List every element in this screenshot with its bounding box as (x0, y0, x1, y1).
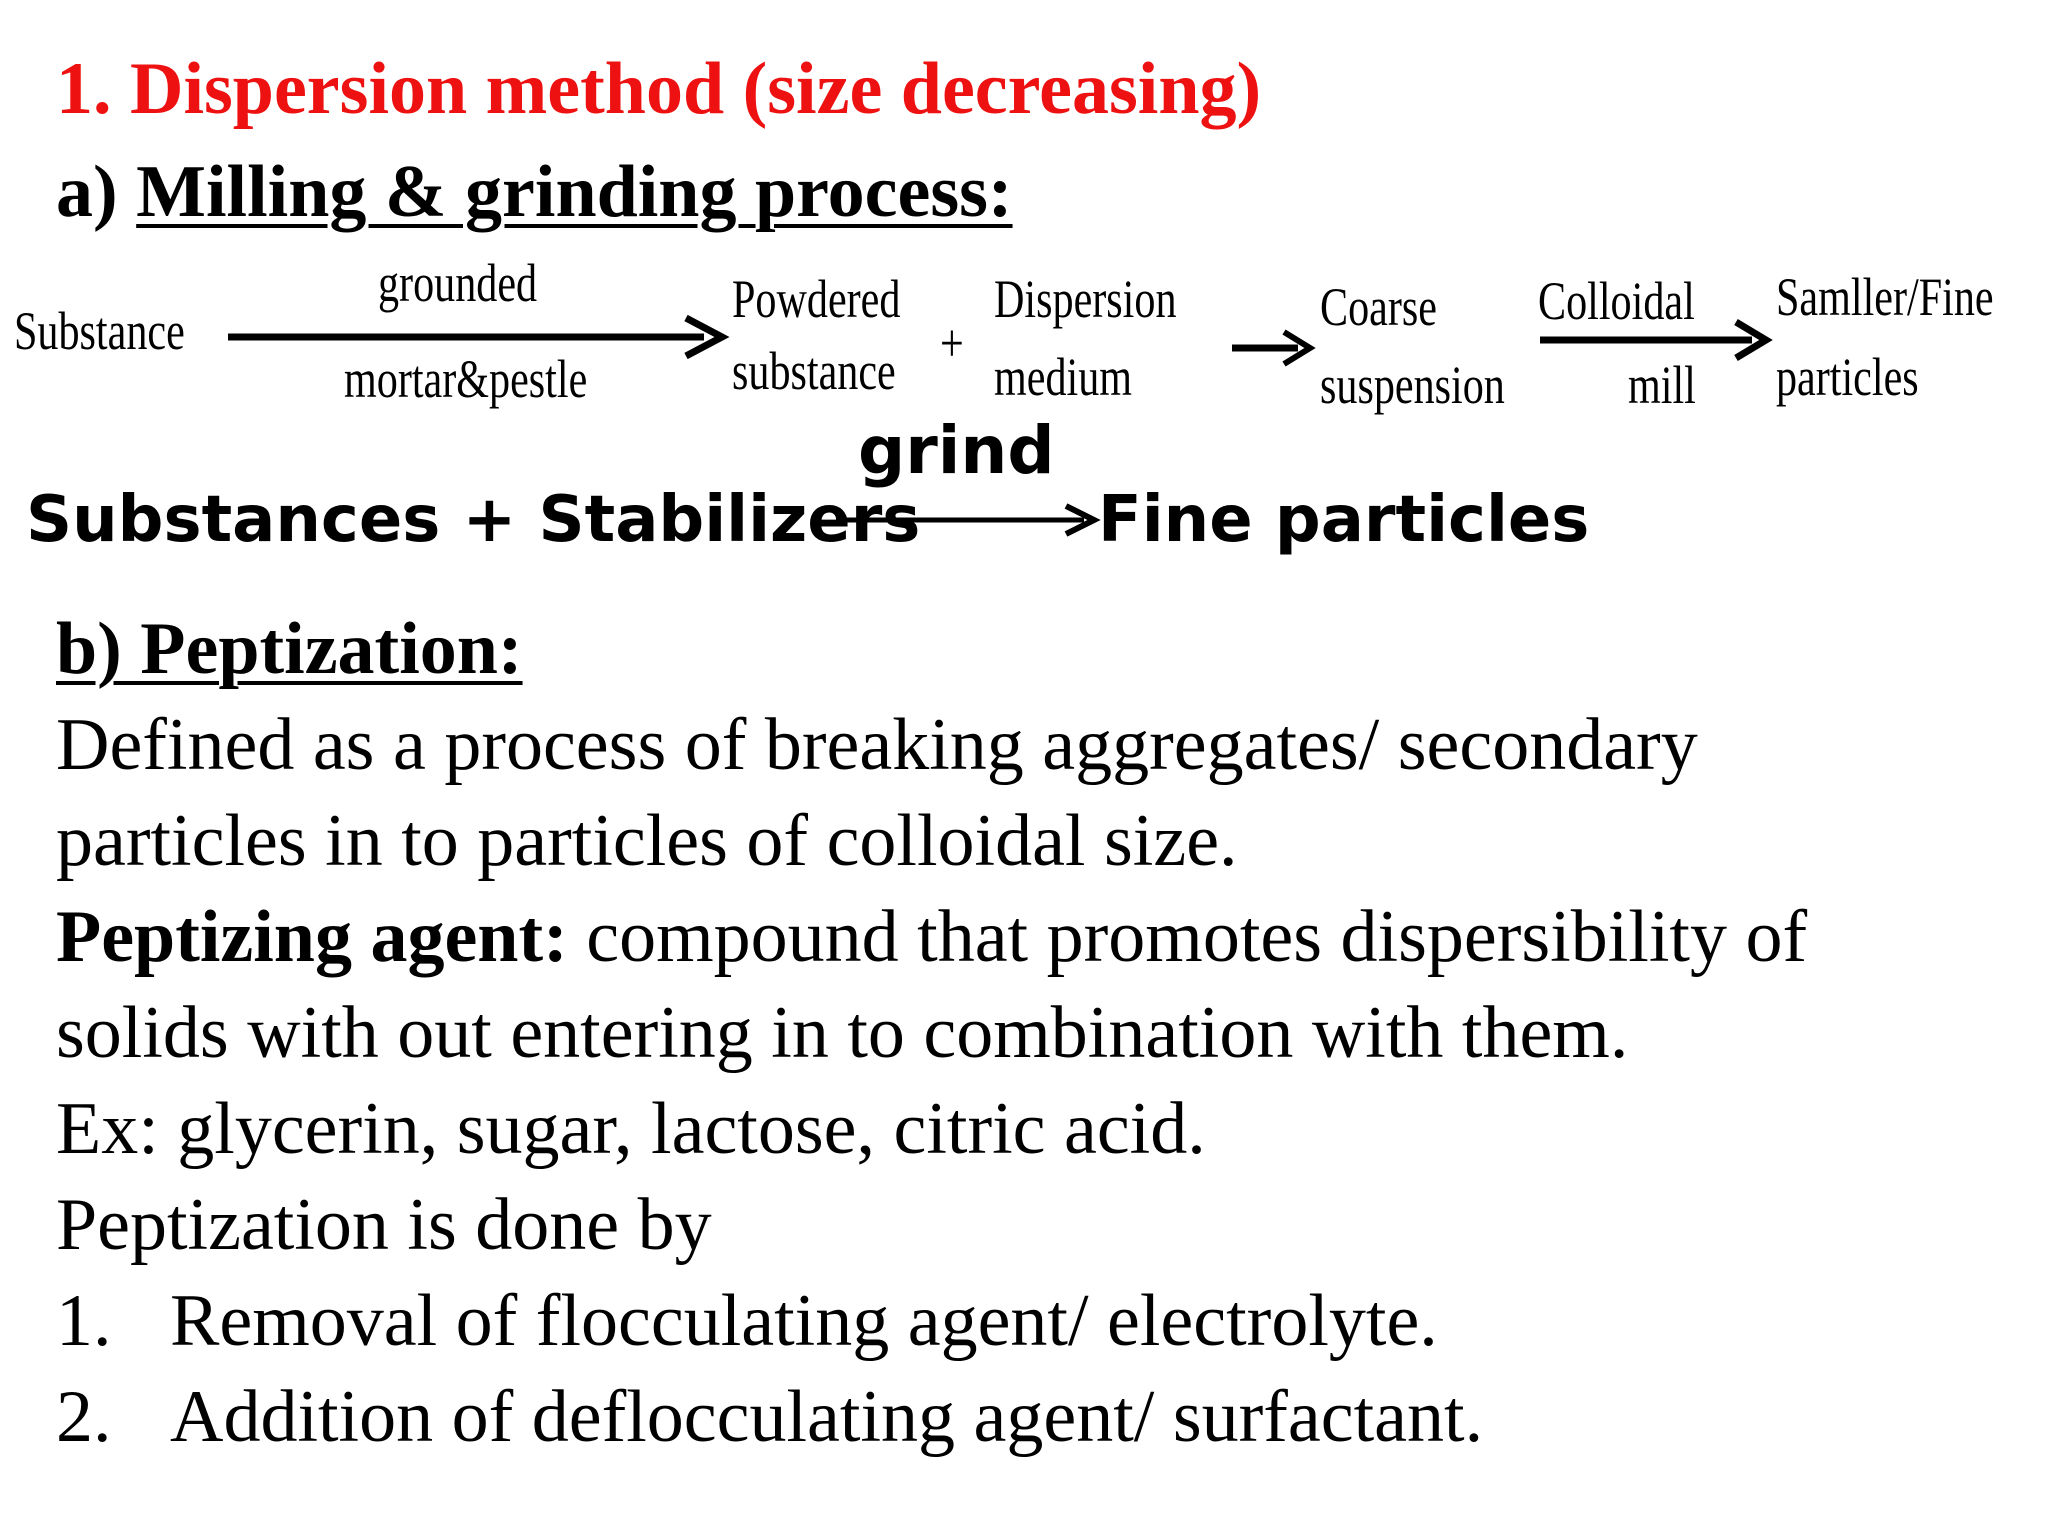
done-by-line: Peptization is done by (56, 1184, 712, 1266)
list-item (56, 1376, 1484, 1458)
flow-dispersion-l2: medium (994, 347, 1133, 407)
flow2-label-grind: grind (858, 412, 1055, 489)
arrow-1 (228, 318, 722, 356)
subheading-prefix: a) (56, 151, 137, 233)
list-item-number: 2. (56, 1376, 112, 1458)
peptizing-agent-text: compound that promotes dispersibility of (567, 896, 1808, 978)
peptizing-agent-label: Peptizing agent: (56, 896, 568, 978)
flow-smaller-l1: Samller/Fine (1776, 267, 1994, 327)
definition-line-1: Defined as a process of breaking aggregates/ secondary (56, 704, 1698, 786)
subheading-peptization: b) Peptization: (56, 608, 523, 690)
flow2-left: Substances + Stabilizers (26, 483, 921, 557)
flow-plus: + (940, 313, 964, 373)
flow-coarse-l1: Coarse (1320, 277, 1437, 337)
flow-smaller-l2: particles (1776, 347, 1919, 407)
flow-coarse-l2: suspension (1320, 355, 1505, 415)
arrow-grind (838, 506, 1094, 534)
arrow-2 (1232, 332, 1310, 364)
flow-label-grounded: grounded (378, 253, 538, 313)
definition-line-2: particles in to particles of colloidal size. (56, 800, 1238, 882)
list-item-text: Addition of deflocculating agent/ surfactant. (170, 1376, 1484, 1458)
subheading-title: Milling & grinding process: (136, 151, 1013, 233)
list-item (56, 1280, 1438, 1362)
list-item-text: Removal of flocculating agent/ electrolyte. (170, 1280, 1438, 1362)
peptizing-agent-line-2: solids with out entering in to combination with them. (56, 992, 1629, 1074)
flow-dispersion-l1: Dispersion (994, 269, 1177, 329)
flow-substance: Substance (14, 301, 185, 361)
example-line: Ex: glycerin, sugar, lactose, citric acid. (56, 1088, 1206, 1170)
flow-powdered-l1: Powdered (732, 269, 901, 329)
flow-colloidal-l2: mill (1628, 355, 1696, 415)
list-item-number: 1. (56, 1280, 112, 1362)
peptizing-agent-line-1 (56, 896, 1808, 978)
flow2-right: Fine particles (1098, 483, 1590, 557)
arrow-3 (1540, 322, 1766, 358)
section-heading: 1. Dispersion method (size decreasing) (56, 48, 1262, 130)
flow-colloidal-l1: Colloidal (1538, 271, 1695, 331)
flow-label-mortar-pestle: mortar&pestle (344, 349, 588, 409)
flow-powdered-l2: substance (732, 341, 896, 401)
